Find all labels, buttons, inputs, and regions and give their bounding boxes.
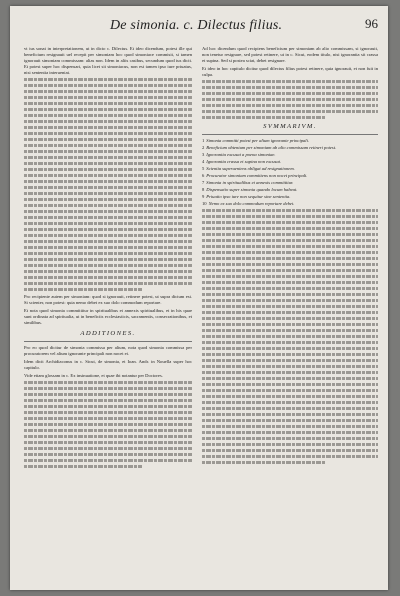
- dense-text-block: [24, 78, 192, 291]
- addition-note: Vide etiam glossam in c. Ex insinuatione, et quae ibi notantur per Doctores.: [24, 373, 163, 378]
- page-number: 96: [365, 16, 378, 31]
- dense-text-block: [24, 381, 192, 468]
- additions-heading: ADDITIONES.: [80, 330, 136, 337]
- summary-item: 7 Simonia in spiritualibus et annexis committitur.: [202, 180, 294, 185]
- addition-note: Idem dicit Archidiaconus in c. Sicut, de simonia, et Ioan. Andr. in Nouella super hoc capitulo.: [24, 359, 192, 370]
- summary-item-text: Nemo ex suo dolo commodum reportare debet.: [208, 201, 295, 206]
- summary-item: 1 Simonia committi potest per alium ignorante principali.: [202, 138, 310, 143]
- left-paragraph: Pro recipiente autem per simoniam: quod si ignorauit, retinere potest, ut supra dictum est. Si scienter, non potest: quia nemo debet ex suo dolo commodum reportare.: [24, 294, 192, 305]
- summary-item: 2 Beneficium obtentum per simoniam ab alio commissam retineri potest.: [202, 145, 337, 150]
- summary-item-text: Procurator simoniam committens non nocet principali.: [206, 173, 308, 178]
- summary-item: 4 Ignorantia crassa et supina non excusat.: [202, 159, 282, 164]
- addition-note: Pro eo quod dicitur de simonia commissa per alium, nota quod simonia commissa per procuratorem vel alium ignorante principali non nocet ei.: [24, 345, 192, 356]
- dense-text-block: [202, 209, 378, 464]
- summary-list: [202, 138, 378, 207]
- left-column: [24, 46, 192, 471]
- summary-item: 5 Scientia superueniens obligat ad resignationem.: [202, 166, 295, 171]
- running-title: De simonia. c. Dilectus filius.: [110, 18, 283, 33]
- left-paragraph: vt ius sonat in interpretationem, ut in dicto c. Dilectus. Et ideo dicendum, potest ille qui beneficium resignauit uel recepit per simoniam hoc quod simoniace commisit, si tamen ignorauit simoniam commissam: alias non. Idem in aliis casibus, secundum quod ius dicit. Et potest super hoc dispensari, quia licet sit simoniacus, non est tamen ipso iure priuatus, nisi sententia interueniat.: [24, 46, 192, 75]
- summary-item-text: Ignorantia excusat a poena simoniae.: [206, 152, 276, 157]
- divider: [24, 341, 192, 342]
- summary-item: 6 Procurator simoniam committens non nocet principali.: [202, 173, 308, 178]
- summary-item-text: Dispensatio super simonia quando locum habeat.: [206, 187, 298, 192]
- summary-item-text: Beneficium obtentum per simoniam ab alio commissam retineri potest.: [206, 145, 337, 150]
- summary-item: 8 Dispensatio super simonia quando locum habeat.: [202, 187, 298, 192]
- summary-item-text: Simonia committi potest per alium ignorante principali.: [206, 138, 310, 143]
- book-page: [10, 6, 388, 590]
- summary-item-text: Ignorantia crassa et supina non excusat.: [206, 159, 282, 164]
- right-column: [202, 46, 378, 467]
- summary-item-text: Simonia in spiritualibus et annexis committitur.: [206, 180, 294, 185]
- dense-text-block: [202, 80, 378, 119]
- right-paragraph: Ad hoc dicendum quod recipiens beneficium per simoniam ab alio commissam, si ignorauit, non tenetur resignare, sed potest retinere, ut in c. Sicut, eodem titulo, nisi ignorantia sit crassa et supina. Sed si postea sciat, debet resignare.: [202, 46, 378, 63]
- summary-item: 3 Ignorantia excusat a poena simoniae.: [202, 152, 276, 157]
- left-paragraph: Et nota quod simonia committitur in spiritualibus et annexis spiritualibus, et in his quae sunt ordinata ad spiritualia, ut in beneficiis ecclesiasticis, sacramentis, consecrationibus, et similibus.: [24, 308, 192, 325]
- summary-item-text: Priuatio ipso iure non sequitur sine sententia.: [206, 194, 291, 199]
- divider: [202, 134, 378, 135]
- summary-item: 9 Priuatio ipso iure non sequitur sine sententia.: [202, 194, 291, 199]
- summary-item: 10 Nemo ex suo dolo commodum reportare debet.: [202, 201, 295, 206]
- summary-heading: SVMMARIVM.: [263, 123, 317, 130]
- right-paragraph: Et ideo in hoc capitulo dicitur quod dilectus filius potest retinere, quia ignorauit, et non fuit in culpa.: [202, 66, 378, 77]
- summary-item-text: Scientia superueniens obligat ad resignationem.: [206, 166, 295, 171]
